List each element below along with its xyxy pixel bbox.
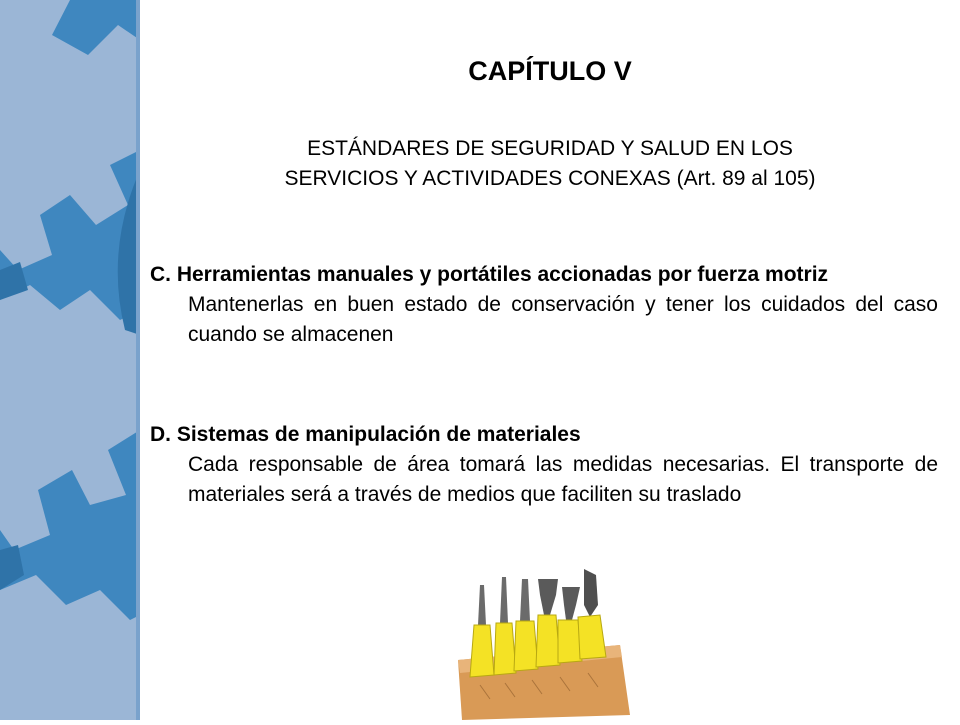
section-c [150, 260, 938, 350]
section-heading: C. Herramientas manuales y portátiles accionadas por fuerza motriz [150, 263, 829, 286]
chapter-title: CAPÍTULO V [468, 56, 632, 86]
decorative-gear-band [0, 0, 140, 720]
subtitle-line: ESTÁNDARES DE SEGURIDAD Y SALUD EN LOS [307, 137, 793, 160]
section-body: Cada responsable de área tomará las medidas necesarias. El transporte de materiales será a través de medios que faciliten su traslado [188, 453, 938, 506]
chapter-subtitle [190, 134, 910, 194]
section-body: Mantenerlas en buen estado de conservación y tener los cuidados del caso cuando se almacenen [188, 293, 938, 346]
pliers-set-image [450, 565, 635, 720]
section-heading: D. Sistemas de manipulación de materiales [150, 423, 581, 446]
subtitle-line: SERVICIOS Y ACTIVIDADES CONEXAS (Art. 89 al 105) [284, 167, 816, 190]
section-d [150, 420, 938, 510]
